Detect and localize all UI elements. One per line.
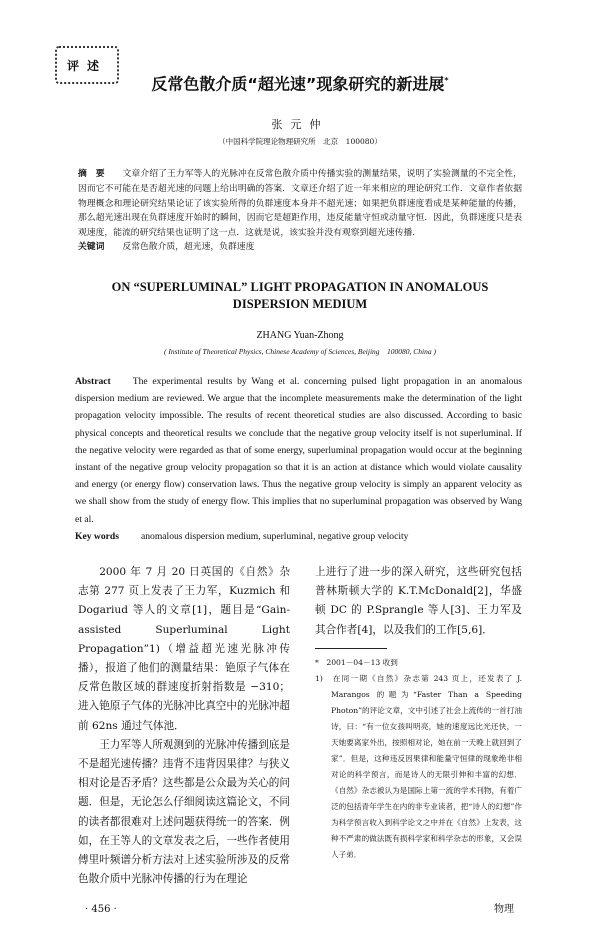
footnote: [315, 671, 522, 863]
affiliation-en: ( Institute of Theoretical Physics, Chinese Academy of Sciences, Beijing 100080, China ): [163, 346, 437, 356]
title-cn-text: 反常色散介质“超光速”现象研究的新进展: [151, 74, 445, 94]
page-footer: [78, 903, 522, 917]
footnote-text: 在同一期《自然》杂志第 243 页上，还发表了 J. Marangos 的题为“Faster Than a Speeding Photon”的评论文章，文中引述了社会上流传的一首打油诗，曰：“有一位女孩叫明亮，她的速度远比光还快，一天她要离家外出，按照相对论，她在前一天晚上就回到了家”．但是，这种违反因果律和能量守恒律的现象绝非相对论的科学预言，而是诗人的无限引伸和丰富的幻想．《自然》杂志被认为是国际上第一流的学术刊物，有着广泛的包括青年学生在内的非专业读者，把“诗人的幻想”作为科学预言收入到科学论文之中并在《自然》上发表，这种不严肃的做法既有损科学家和科学杂志的形象，又会误人子弟．: [331, 673, 522, 859]
abstract-en-text: The experimental results by Wang et al. concerning pulsed light propagation in an anomalous dispersion medium are reviewed. We argue that the incomplete measurements make the determination of the light propagation velocity impossible. The results of recent theoretical studies are also discussed. According to basic physical concepts and theoretical results we conclude that the negative group velocity itself is not superluminal. If the negative velocity were regarded as that of some energy, superluminal propagation would occur at the beginning instant of the negative group velocity propagation so that it is an action at distance which would violate causality and energy (or energy flow) conservation laws. Thus the negative group velocity is simply an apparent velocity as we shall show from the study of energy flow. This implies that no superluminal propagation was observed by Wang et al.: [75, 375, 522, 525]
abstract-cn-label: 摘 要: [78, 169, 105, 180]
keywords-en-label: Key words: [75, 530, 119, 542]
footnote-divider: [315, 648, 387, 649]
abstract-en: [75, 373, 522, 545]
body-paragraph: 王力军等人所观测到的光脉冲传播到底是不是超光速传播？违背不违背因果律？与狭义相对论是否矛盾？这些都是公众最为关心的问题．但是，无论怎么仔细阅读这篇论文，不同的读者都很难对上述问题获得统一的答案．例如，在王等人的文章发表之后，一些作者使用傅里叶频谱分析方法对上述实验所涉及的反常色散介质中光脉冲传播的行为在理论: [78, 738, 290, 886]
author-cn: 张元仲: [271, 118, 329, 132]
footnotes: [315, 655, 522, 863]
journal-name: 物理: [494, 904, 514, 916]
abstract-cn-text: 文章介绍了王力军等人的光脉冲在反常色散介质中传播实验的测量结果，说明了实验测量的不完全性，因而它不可能在是否超光速的问题上给出明确的答案．文章还介绍了近一年来相应的理论研究工作．文章作者依据物理概念和理论研究结果论证了该实验所得的负群速度本身并不超光速；如果把负群速度看成是某种能量的传播，那么超光速出现在负群速度开始时的瞬间，因而它是超距作用，违反能量守恒或动量守恒．因此，负群速度只是表观速度，能流的研究结果也证明了这一点．这就是说，该实验并没有观察到超光速传播．: [78, 169, 522, 238]
footnote-mark: *: [315, 657, 319, 667]
body-left-column: [78, 563, 290, 889]
footnote: [315, 655, 522, 671]
body-paragraph: 2000 年 7 月 20 日英国的《自然》杂志第 277 页上发表了王力军，Kuzmich 和 Dogariud 等人的文章[1]，题目是“Gain-assisted Superluminal Light Propagation”1)（增益超光速光脉冲传播），报道了他们的测量结果：铯原子气体在反常色散区域的群速度折射指数是 −310；进入铯原子气体的光脉冲比真空中的光脉冲超前 62ns 通过气体池．: [78, 565, 290, 732]
section-tag-label: 评述: [66, 58, 107, 73]
footnote-mark: 1): [315, 673, 323, 683]
abstract-cn: [78, 167, 522, 255]
body-paragraph-continued: 上进行了进一步的深入研究，这些研究包括普林斯顿大学的 K.T.McDonald[2]，华盛顿 DC 的 P.Sprangle 等人[3]、王力军及其合作者[4]，以及我们的工作[5,6]．: [315, 565, 522, 636]
author-en: ZHANG Yuan-Zhong: [256, 329, 344, 341]
footnote-text: 2001－04－13 收到: [326, 657, 398, 667]
keywords-en-text: anomalous dispersion medium, superluminal, negative group velocity: [140, 530, 409, 542]
affiliation-cn: （中国科学院理论物理研究所 北京 100080）: [218, 137, 382, 147]
abstract-en-label: Abstract: [75, 375, 111, 387]
page-number: · 456 ·: [85, 904, 117, 916]
title-footnote-mark: *: [444, 76, 449, 85]
page-title-en: ON “SUPERLUMINAL” LIGHT PROPAGATION IN ANOMALOUS DISPERSION MEDIUM: [111, 279, 489, 311]
body-columns: [78, 563, 522, 889]
body-right-column: [315, 563, 522, 863]
keywords-cn-text: 反常色散介质，超光速，负群速度: [122, 242, 255, 253]
keywords-cn-label: 关键词: [78, 242, 105, 253]
page-title-cn: [78, 70, 522, 95]
